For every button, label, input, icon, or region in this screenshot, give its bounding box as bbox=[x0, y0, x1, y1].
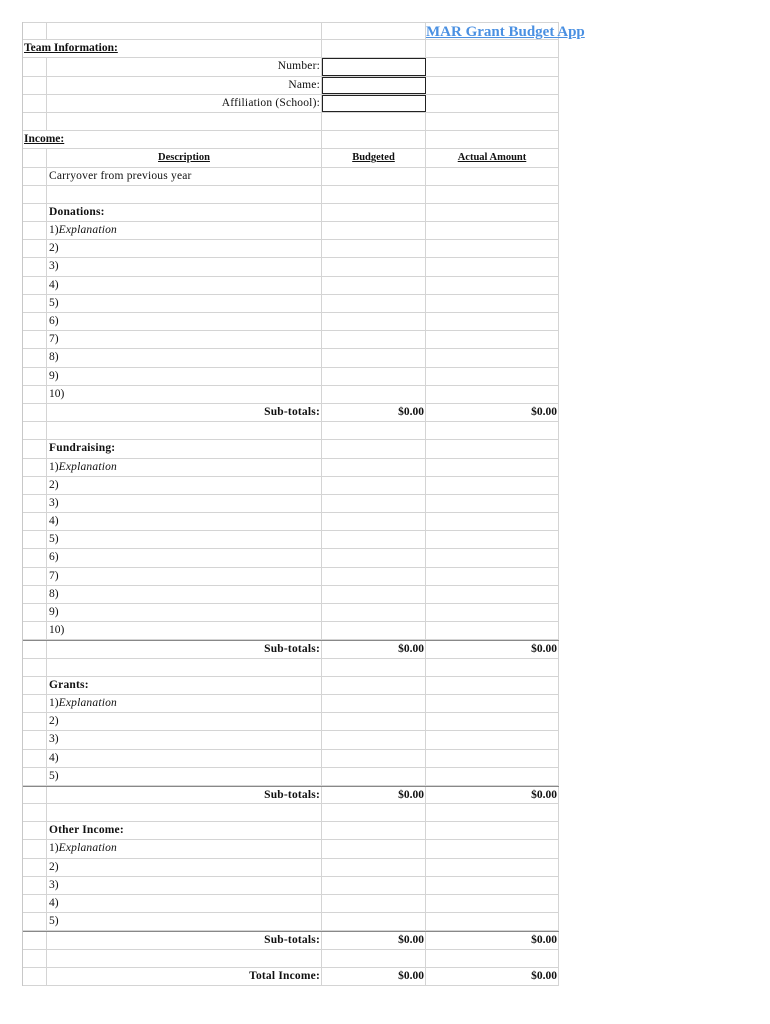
actual-cell[interactable] bbox=[426, 895, 559, 912]
item-number[interactable]: 7) bbox=[47, 331, 322, 348]
item-number[interactable]: 2) bbox=[47, 713, 322, 730]
row-margin-cell[interactable] bbox=[23, 787, 47, 803]
item-number[interactable]: 9) bbox=[47, 368, 322, 385]
cell[interactable] bbox=[426, 77, 559, 94]
item-number[interactable]: 2) bbox=[47, 859, 322, 876]
row-margin-cell[interactable] bbox=[23, 568, 47, 585]
budgeted-cell[interactable] bbox=[322, 240, 426, 257]
cell[interactable] bbox=[426, 440, 559, 457]
row-margin-cell[interactable] bbox=[23, 531, 47, 548]
empty-row bbox=[23, 186, 559, 204]
row-margin-cell[interactable] bbox=[23, 58, 47, 75]
budgeted-cell[interactable] bbox=[322, 386, 426, 403]
row-margin-cell[interactable] bbox=[23, 295, 47, 312]
fundraising-item-row bbox=[23, 513, 559, 531]
actual-cell[interactable] bbox=[426, 240, 559, 257]
item-number[interactable]: 3) bbox=[47, 731, 322, 748]
fundraising-budgeted-subtotal[interactable]: $0.00 bbox=[322, 641, 426, 657]
team-number-field[interactable] bbox=[322, 58, 426, 75]
actual-cell[interactable] bbox=[426, 349, 559, 366]
item-explanation: Explanation bbox=[58, 460, 118, 473]
fundraising-item-row bbox=[23, 549, 559, 567]
carryover-budgeted-cell[interactable] bbox=[322, 168, 426, 185]
item-number: 1) bbox=[49, 696, 59, 709]
row-margin-cell[interactable] bbox=[23, 513, 47, 530]
actual-cell[interactable] bbox=[426, 750, 559, 767]
budgeted-cell[interactable] bbox=[322, 859, 426, 876]
fundraising-item-row bbox=[23, 495, 559, 513]
budgeted-cell[interactable] bbox=[322, 477, 426, 494]
other-income-heading-row bbox=[23, 822, 559, 840]
cell[interactable] bbox=[322, 804, 426, 821]
cell[interactable] bbox=[322, 186, 426, 203]
row-margin-cell[interactable] bbox=[23, 622, 47, 639]
row-margin-cell[interactable] bbox=[23, 895, 47, 912]
fundraising-item-row bbox=[23, 622, 559, 640]
budgeted-cell[interactable] bbox=[322, 313, 426, 330]
budgeted-cell[interactable] bbox=[322, 586, 426, 603]
row-margin-cell[interactable] bbox=[23, 186, 47, 203]
item-number[interactable]: 6) bbox=[47, 549, 322, 566]
description-column-header: Description bbox=[47, 149, 322, 166]
affiliation-label: Affiliation (School): bbox=[47, 95, 322, 112]
cell[interactable] bbox=[426, 131, 559, 148]
item-number[interactable]: 3) bbox=[47, 877, 322, 894]
row-margin-cell[interactable] bbox=[23, 240, 47, 257]
actual-cell[interactable] bbox=[426, 531, 559, 548]
cell[interactable] bbox=[47, 113, 322, 130]
row-margin-cell[interactable] bbox=[23, 113, 47, 130]
cell[interactable] bbox=[426, 677, 559, 694]
actual-cell[interactable] bbox=[426, 477, 559, 494]
item-number[interactable]: 8) bbox=[47, 349, 322, 366]
donation-item-row bbox=[23, 313, 559, 331]
row-margin-cell[interactable] bbox=[23, 713, 47, 730]
item-number[interactable]: 4) bbox=[47, 277, 322, 294]
cell[interactable] bbox=[322, 822, 426, 839]
item-number[interactable]: 2) bbox=[47, 240, 322, 257]
item-number[interactable]: 3) bbox=[47, 495, 322, 512]
row-margin-cell[interactable] bbox=[23, 932, 47, 948]
actual-cell[interactable] bbox=[426, 331, 559, 348]
row-margin-cell[interactable] bbox=[23, 859, 47, 876]
empty-row bbox=[23, 804, 559, 822]
row-margin-cell[interactable] bbox=[23, 77, 47, 94]
team-affiliation-row bbox=[23, 95, 559, 113]
actual-cell[interactable] bbox=[426, 695, 559, 712]
total-income-budgeted[interactable]: $0.00 bbox=[322, 968, 426, 985]
item-explanation: Explanation bbox=[58, 224, 118, 237]
donations-budgeted-subtotal[interactable]: $0.00 bbox=[322, 404, 426, 421]
cell[interactable] bbox=[322, 40, 426, 57]
empty-row bbox=[23, 422, 559, 440]
budgeted-cell[interactable] bbox=[322, 513, 426, 530]
row-margin-cell[interactable] bbox=[23, 495, 47, 512]
cell[interactable] bbox=[322, 440, 426, 457]
actual-cell[interactable] bbox=[426, 568, 559, 585]
grants-budgeted-subtotal[interactable]: $0.00 bbox=[322, 787, 426, 803]
empty-row bbox=[23, 113, 559, 131]
row-margin-cell[interactable] bbox=[23, 659, 47, 676]
budgeted-cell[interactable] bbox=[322, 277, 426, 294]
row-margin-cell[interactable] bbox=[23, 349, 47, 366]
subtotal-label: Sub-totals: bbox=[47, 787, 322, 803]
actual-cell[interactable] bbox=[426, 222, 559, 239]
row-margin-cell[interactable] bbox=[23, 677, 47, 694]
donation-item-row bbox=[23, 222, 559, 240]
fundraising-heading-row bbox=[23, 440, 559, 458]
row-margin-cell[interactable] bbox=[23, 477, 47, 494]
budgeted-cell[interactable] bbox=[322, 840, 426, 857]
actual-cell[interactable] bbox=[426, 549, 559, 566]
cell[interactable] bbox=[426, 40, 559, 57]
actual-cell[interactable] bbox=[426, 295, 559, 312]
cell[interactable] bbox=[322, 659, 426, 676]
donations-heading: Donations: bbox=[47, 204, 322, 221]
other-income-item-row bbox=[23, 895, 559, 913]
actual-cell[interactable] bbox=[426, 913, 559, 930]
budgeted-cell[interactable] bbox=[322, 604, 426, 621]
cell[interactable] bbox=[426, 58, 559, 75]
budgeted-cell[interactable] bbox=[322, 531, 426, 548]
team-name-field[interactable] bbox=[322, 77, 426, 94]
fundraising-heading: Fundraising: bbox=[47, 440, 322, 457]
other-income-item-row bbox=[23, 859, 559, 877]
cell[interactable] bbox=[426, 804, 559, 821]
budgeted-cell[interactable] bbox=[322, 368, 426, 385]
fundraising-actual-subtotal[interactable]: $0.00 bbox=[426, 641, 559, 657]
donation-item-row bbox=[23, 240, 559, 258]
fundraising-subtotal-row bbox=[23, 640, 559, 658]
budgeted-cell[interactable] bbox=[322, 568, 426, 585]
team-name-row bbox=[23, 77, 559, 95]
cell[interactable] bbox=[322, 677, 426, 694]
row-margin-cell[interactable] bbox=[23, 23, 47, 39]
row-margin-cell[interactable] bbox=[23, 549, 47, 566]
cell[interactable] bbox=[426, 186, 559, 203]
cell[interactable] bbox=[426, 95, 559, 112]
actual-cell[interactable] bbox=[426, 713, 559, 730]
fundraising-item-label[interactable] bbox=[47, 459, 322, 476]
other-income-budgeted-subtotal[interactable]: $0.00 bbox=[322, 932, 426, 948]
row-margin-cell[interactable] bbox=[23, 404, 47, 421]
row-margin-cell[interactable] bbox=[23, 386, 47, 403]
actual-column-header: Actual Amount bbox=[426, 149, 559, 166]
fundraising-item-row bbox=[23, 459, 559, 477]
cell[interactable] bbox=[322, 23, 426, 39]
cell[interactable] bbox=[322, 204, 426, 221]
item-number[interactable]: 5) bbox=[47, 768, 322, 785]
fundraising-item-row bbox=[23, 568, 559, 586]
cell[interactable] bbox=[426, 422, 559, 439]
grants-actual-subtotal[interactable]: $0.00 bbox=[426, 787, 559, 803]
actual-cell[interactable] bbox=[426, 622, 559, 639]
other-income-item-row bbox=[23, 913, 559, 931]
item-number[interactable]: 5) bbox=[47, 531, 322, 548]
row-margin-cell[interactable] bbox=[23, 750, 47, 767]
number-label: Number: bbox=[47, 58, 322, 75]
row-margin-cell[interactable] bbox=[23, 149, 47, 166]
donation-item-row bbox=[23, 258, 559, 276]
item-number[interactable]: 10) bbox=[47, 622, 322, 639]
budgeted-cell[interactable] bbox=[322, 731, 426, 748]
budgeted-cell[interactable] bbox=[322, 913, 426, 930]
budgeted-cell[interactable] bbox=[322, 768, 426, 785]
actual-cell[interactable] bbox=[426, 840, 559, 857]
budgeted-cell[interactable] bbox=[322, 695, 426, 712]
item-explanation: Explanation bbox=[58, 696, 118, 709]
row-margin-cell[interactable] bbox=[23, 204, 47, 221]
empty-row bbox=[23, 659, 559, 677]
cell[interactable] bbox=[322, 950, 426, 967]
cell[interactable] bbox=[47, 23, 322, 39]
total-income-row bbox=[23, 968, 559, 986]
fundraising-item-row bbox=[23, 604, 559, 622]
other-income-item-row bbox=[23, 840, 559, 858]
cell[interactable] bbox=[426, 950, 559, 967]
item-number[interactable]: 6) bbox=[47, 313, 322, 330]
donations-heading-row bbox=[23, 204, 559, 222]
actual-cell[interactable] bbox=[426, 313, 559, 330]
item-explanation: Explanation bbox=[58, 842, 118, 855]
grant-item-row bbox=[23, 713, 559, 731]
budgeted-cell[interactable] bbox=[322, 331, 426, 348]
row-margin-cell[interactable] bbox=[23, 95, 47, 112]
item-number[interactable]: 3) bbox=[47, 258, 322, 275]
grant-item-row bbox=[23, 750, 559, 768]
cell[interactable] bbox=[426, 659, 559, 676]
row-margin-cell[interactable] bbox=[23, 422, 47, 439]
row-margin-cell[interactable] bbox=[23, 586, 47, 603]
actual-cell[interactable] bbox=[426, 277, 559, 294]
cell[interactable] bbox=[322, 422, 426, 439]
row-margin-cell[interactable] bbox=[23, 459, 47, 476]
spreadsheet bbox=[22, 22, 585, 986]
total-income-actual[interactable]: $0.00 bbox=[426, 968, 559, 985]
fundraising-item-row bbox=[23, 586, 559, 604]
item-number: 1) bbox=[49, 842, 59, 855]
budgeted-cell[interactable] bbox=[322, 495, 426, 512]
row-margin-cell[interactable] bbox=[23, 950, 47, 967]
item-number[interactable]: 7) bbox=[47, 568, 322, 585]
row-margin-cell[interactable] bbox=[23, 913, 47, 930]
team-number-row bbox=[23, 58, 559, 76]
empty-row bbox=[23, 950, 559, 968]
other-income-heading: Other Income: bbox=[47, 822, 322, 839]
grants-heading: Grants: bbox=[47, 677, 322, 694]
team-affiliation-field[interactable] bbox=[322, 95, 426, 112]
actual-cell[interactable] bbox=[426, 258, 559, 275]
cell[interactable] bbox=[322, 113, 426, 130]
item-number[interactable]: 9) bbox=[47, 604, 322, 621]
row-margin-cell[interactable] bbox=[23, 822, 47, 839]
budgeted-cell[interactable] bbox=[322, 549, 426, 566]
row-margin-cell[interactable] bbox=[23, 877, 47, 894]
cell[interactable] bbox=[47, 950, 322, 967]
actual-cell[interactable] bbox=[426, 368, 559, 385]
row-margin-cell[interactable] bbox=[23, 222, 47, 239]
budgeted-cell[interactable] bbox=[322, 622, 426, 639]
budgeted-cell[interactable] bbox=[322, 258, 426, 275]
total-income-label: Total Income: bbox=[47, 968, 322, 985]
row-margin-cell[interactable] bbox=[23, 331, 47, 348]
budgeted-cell[interactable] bbox=[322, 459, 426, 476]
item-number[interactable]: 4) bbox=[47, 895, 322, 912]
donation-item-row bbox=[23, 331, 559, 349]
carryover-row bbox=[23, 168, 559, 186]
grants-heading-row bbox=[23, 677, 559, 695]
carryover-actual-cell[interactable] bbox=[426, 168, 559, 185]
item-number[interactable]: 4) bbox=[47, 750, 322, 767]
actual-cell[interactable] bbox=[426, 604, 559, 621]
other-income-item-row bbox=[23, 877, 559, 895]
carryover-label: Carryover from previous year bbox=[47, 168, 322, 185]
cell[interactable] bbox=[47, 422, 322, 439]
donation-item-row bbox=[23, 386, 559, 404]
item-number[interactable]: 8) bbox=[47, 586, 322, 603]
actual-cell[interactable] bbox=[426, 859, 559, 876]
cell[interactable] bbox=[47, 804, 322, 821]
actual-cell[interactable] bbox=[426, 586, 559, 603]
actual-cell[interactable] bbox=[426, 877, 559, 894]
fundraising-item-row bbox=[23, 477, 559, 495]
row-margin-cell[interactable] bbox=[23, 804, 47, 821]
page-title[interactable]: MAR Grant Budget App bbox=[426, 24, 585, 40]
other-income-item-label[interactable] bbox=[47, 840, 322, 857]
team-info-heading: Team Information: bbox=[23, 40, 322, 57]
item-number: 1) bbox=[49, 460, 59, 473]
row-margin-cell[interactable] bbox=[23, 168, 47, 185]
row-margin-cell[interactable] bbox=[23, 768, 47, 785]
budgeted-cell[interactable] bbox=[322, 895, 426, 912]
subtotal-label: Sub-totals: bbox=[47, 404, 322, 421]
budgeted-cell[interactable] bbox=[322, 349, 426, 366]
cell[interactable] bbox=[322, 131, 426, 148]
fundraising-item-row bbox=[23, 531, 559, 549]
donation-item-row bbox=[23, 349, 559, 367]
row-margin-cell[interactable] bbox=[23, 604, 47, 621]
income-heading-row bbox=[23, 131, 559, 149]
item-number[interactable]: 10) bbox=[47, 386, 322, 403]
other-income-actual-subtotal[interactable]: $0.00 bbox=[426, 932, 559, 948]
budgeted-cell[interactable] bbox=[322, 750, 426, 767]
subtotal-label: Sub-totals: bbox=[47, 932, 322, 948]
item-number[interactable]: 2) bbox=[47, 477, 322, 494]
budgeted-cell[interactable] bbox=[322, 877, 426, 894]
cell[interactable] bbox=[426, 822, 559, 839]
row-margin-cell[interactable] bbox=[23, 641, 47, 657]
team-heading-row bbox=[23, 40, 559, 58]
donation-item-row bbox=[23, 368, 559, 386]
row-margin-cell[interactable] bbox=[23, 840, 47, 857]
actual-cell[interactable] bbox=[426, 459, 559, 476]
budgeted-cell[interactable] bbox=[322, 295, 426, 312]
donations-actual-subtotal[interactable]: $0.00 bbox=[426, 404, 559, 421]
row-margin-cell[interactable] bbox=[23, 368, 47, 385]
cell[interactable] bbox=[426, 204, 559, 221]
actual-cell[interactable] bbox=[426, 768, 559, 785]
grant-item-row bbox=[23, 695, 559, 713]
row-margin-cell[interactable] bbox=[23, 968, 47, 985]
cell[interactable] bbox=[47, 186, 322, 203]
donation-item-label[interactable] bbox=[47, 222, 322, 239]
item-number[interactable]: 4) bbox=[47, 513, 322, 530]
grant-item-row bbox=[23, 731, 559, 749]
row-margin-cell[interactable] bbox=[23, 258, 47, 275]
name-label: Name: bbox=[47, 77, 322, 94]
donation-item-row bbox=[23, 277, 559, 295]
cell[interactable] bbox=[426, 113, 559, 130]
budgeted-column-header: Budgeted bbox=[322, 149, 426, 166]
column-header-row bbox=[23, 149, 559, 167]
income-heading: Income: bbox=[23, 131, 322, 148]
row-margin-cell[interactable] bbox=[23, 440, 47, 457]
donations-subtotal-row bbox=[23, 404, 559, 422]
item-number[interactable]: 5) bbox=[47, 295, 322, 312]
grant-item-label[interactable] bbox=[47, 695, 322, 712]
actual-cell[interactable] bbox=[426, 495, 559, 512]
other-income-subtotal-row bbox=[23, 931, 559, 949]
row-margin-cell[interactable] bbox=[23, 277, 47, 294]
item-number[interactable]: 5) bbox=[47, 913, 322, 930]
title-row bbox=[23, 22, 585, 40]
donation-item-row bbox=[23, 295, 559, 313]
subtotal-label: Sub-totals: bbox=[47, 641, 322, 657]
actual-cell[interactable] bbox=[426, 731, 559, 748]
budgeted-cell[interactable] bbox=[322, 713, 426, 730]
cell[interactable] bbox=[47, 659, 322, 676]
row-margin-cell[interactable] bbox=[23, 731, 47, 748]
item-number: 1) bbox=[49, 224, 59, 237]
grants-subtotal-row bbox=[23, 786, 559, 804]
budgeted-cell[interactable] bbox=[322, 222, 426, 239]
row-margin-cell[interactable] bbox=[23, 695, 47, 712]
actual-cell[interactable] bbox=[426, 513, 559, 530]
row-margin-cell[interactable] bbox=[23, 313, 47, 330]
grant-item-row bbox=[23, 768, 559, 786]
actual-cell[interactable] bbox=[426, 386, 559, 403]
